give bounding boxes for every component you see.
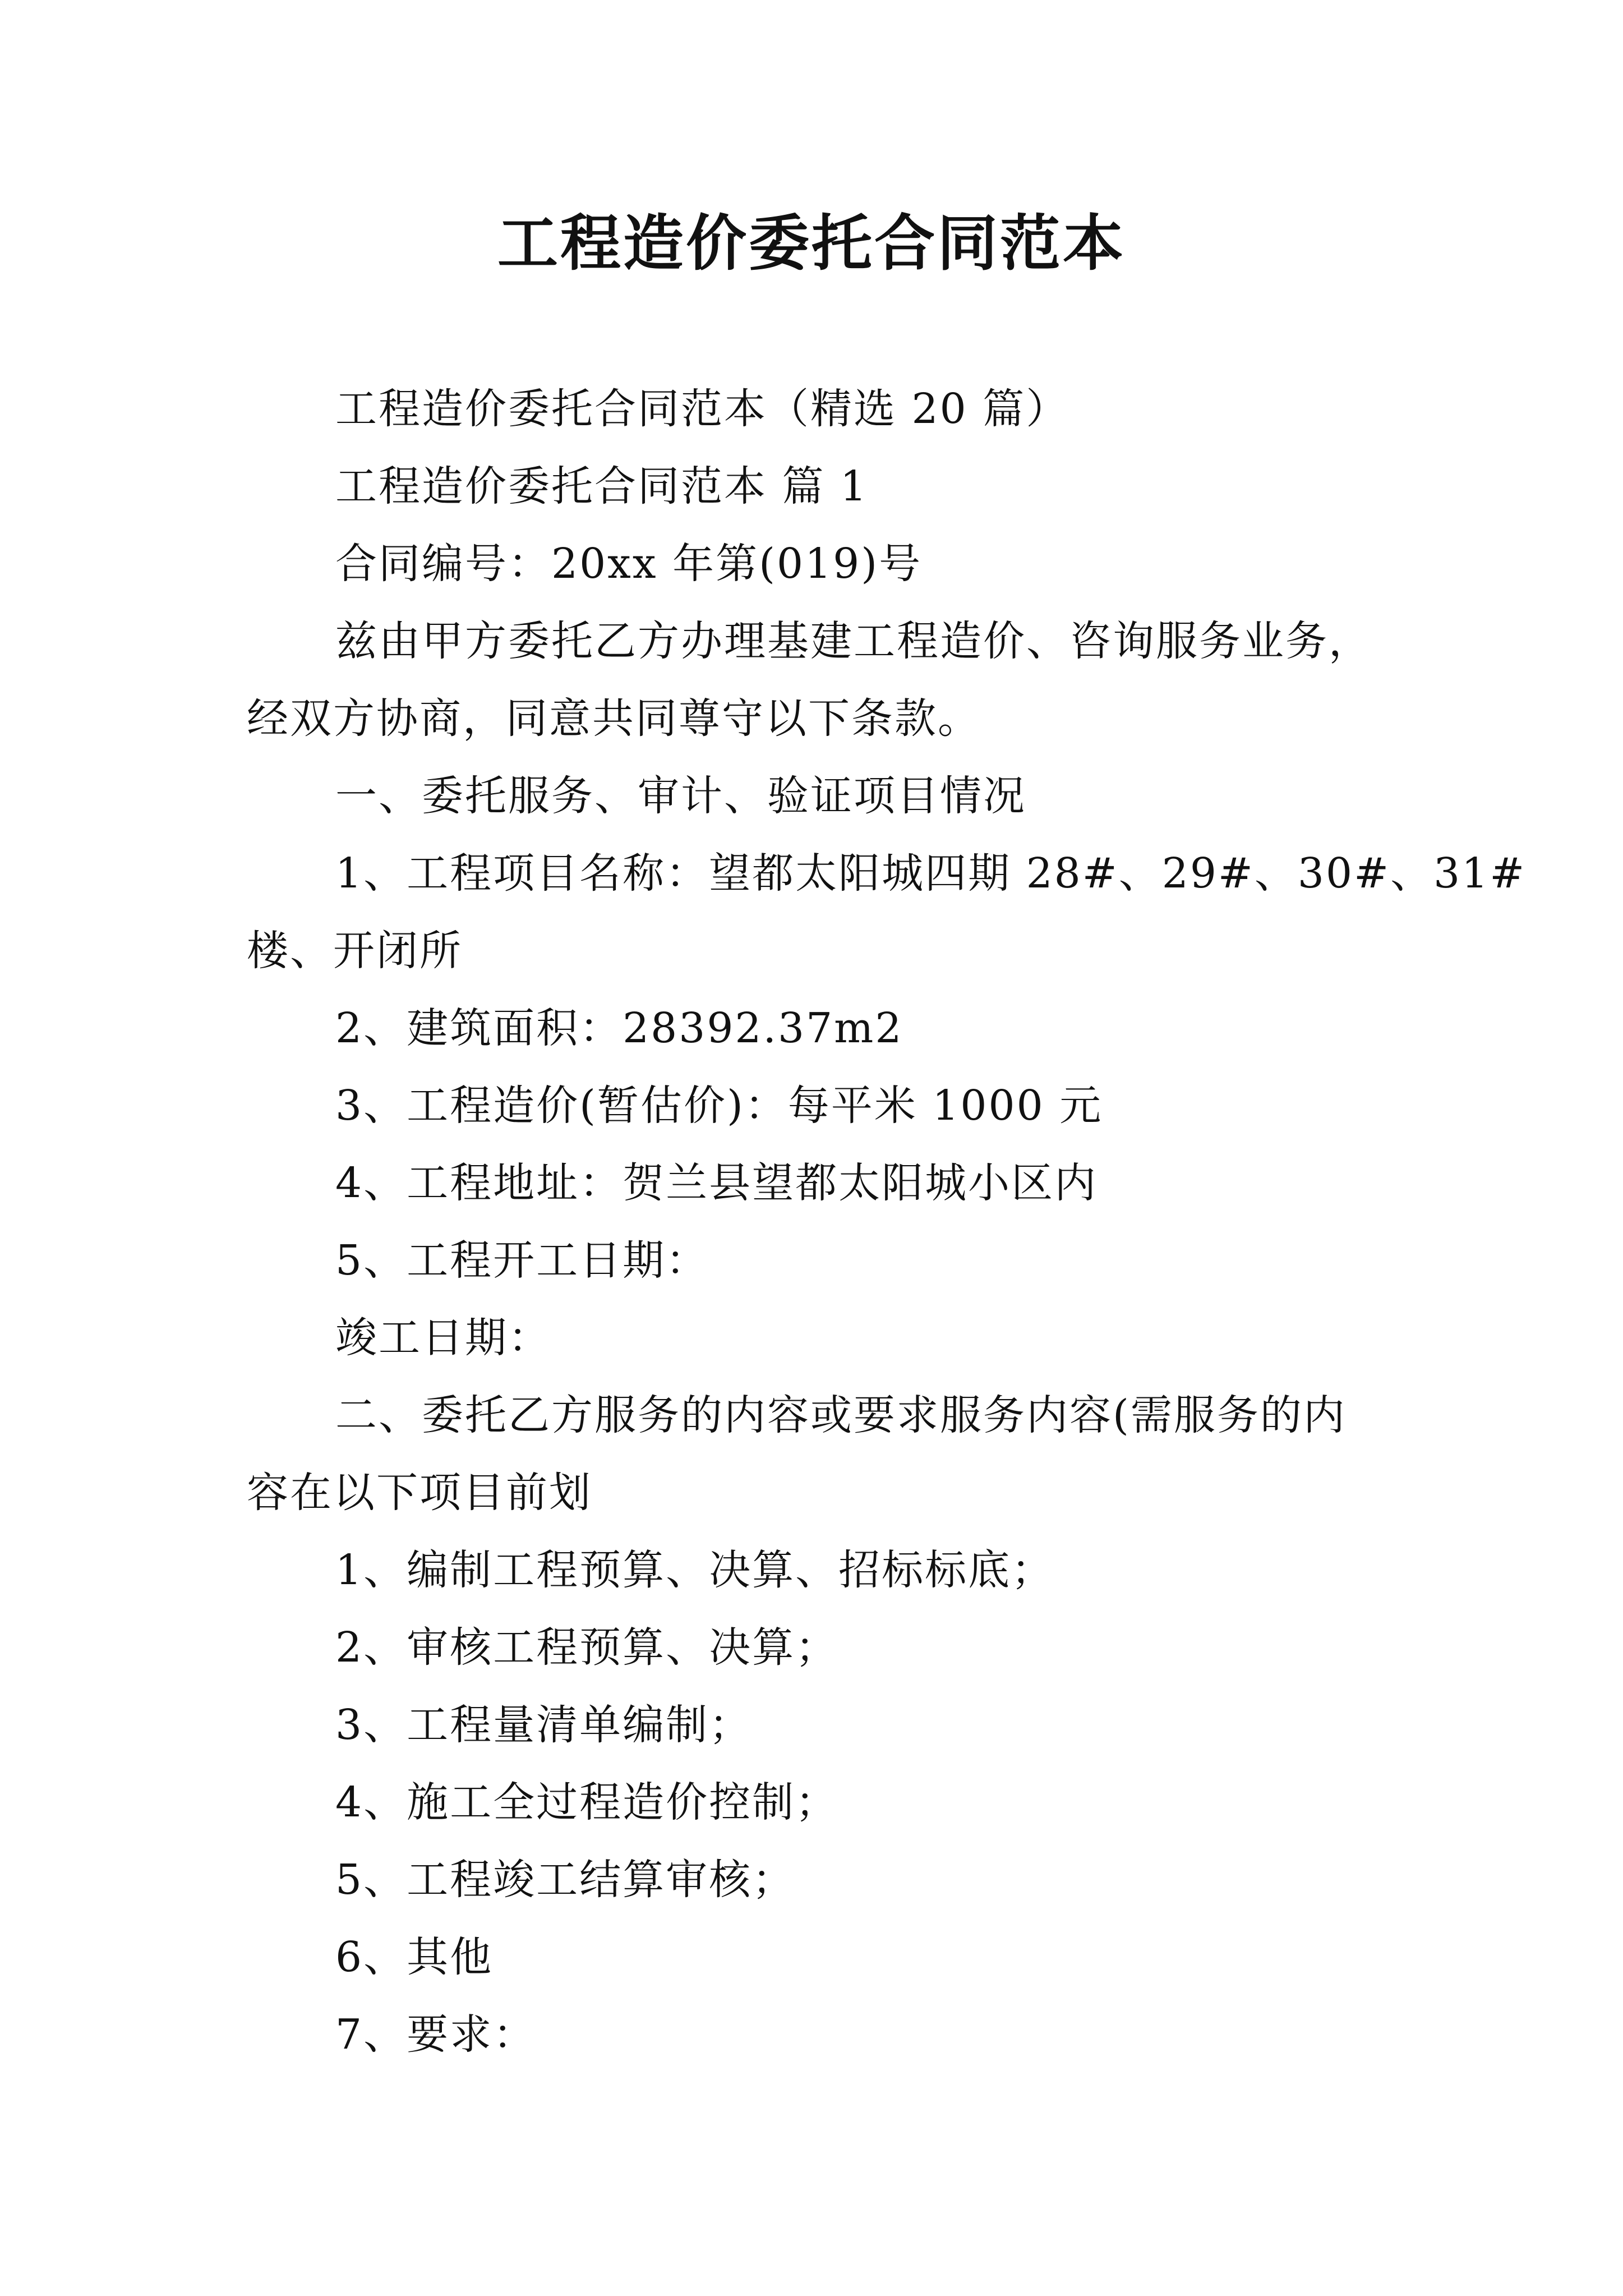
document-body — [247, 370, 1527, 2073]
paragraph: 一、委托服务、审计、验证项目情况 — [335, 772, 1026, 820]
document-title: 工程造价委托合同范本 — [497, 209, 1126, 279]
paragraph: 兹由甲方委托乙方办理基建工程造价、咨询服务业务， — [335, 617, 1372, 665]
paragraph: 3、工程造价(暂估价)：每平米 1000 元 — [335, 1082, 1103, 1130]
paragraph: 经双方协商，同意共同尊守以下条款。 — [247, 694, 981, 743]
paragraph: 竣工日期： — [335, 1314, 551, 1362]
paragraph: 二、委托乙方服务的内容或要求服务内容(需服务的内 — [335, 1391, 1347, 1439]
paragraph: 1、编制工程预算、决算、招标标底； — [335, 1546, 1055, 1594]
paragraph: 容在以下项目前划 — [247, 1469, 592, 1517]
paragraph: 1、工程项目名称：望都太阳城四期 28#、29#、30#、31# — [335, 849, 1527, 898]
paragraph: 4、施工全过程造价控制； — [335, 1778, 839, 1826]
paragraph: 3、工程量清单编制； — [335, 1701, 753, 1749]
paragraph: 5、工程开工日期： — [335, 1236, 709, 1285]
paragraph: 6、其他 — [335, 1933, 494, 1981]
paragraph: 工程造价委托合同范本 篇 1 — [335, 462, 869, 510]
paragraph: 合同编号：20xx 年第(019)号 — [335, 540, 923, 588]
paragraph: 2、建筑面积：28392.37m2 — [335, 1004, 903, 1052]
paragraph: 4、工程地址：贺兰县望都太阳城小区内 — [335, 1159, 1098, 1207]
paragraph: 2、审核工程预算、决算； — [335, 1623, 839, 1672]
paragraph: 7、要求： — [335, 2010, 537, 2059]
paragraph: 楼、开闭所 — [247, 927, 463, 975]
paragraph: 5、工程竣工结算审核； — [335, 1856, 796, 1904]
paragraph: 工程造价委托合同范本（精选 20 篇） — [335, 385, 1069, 433]
